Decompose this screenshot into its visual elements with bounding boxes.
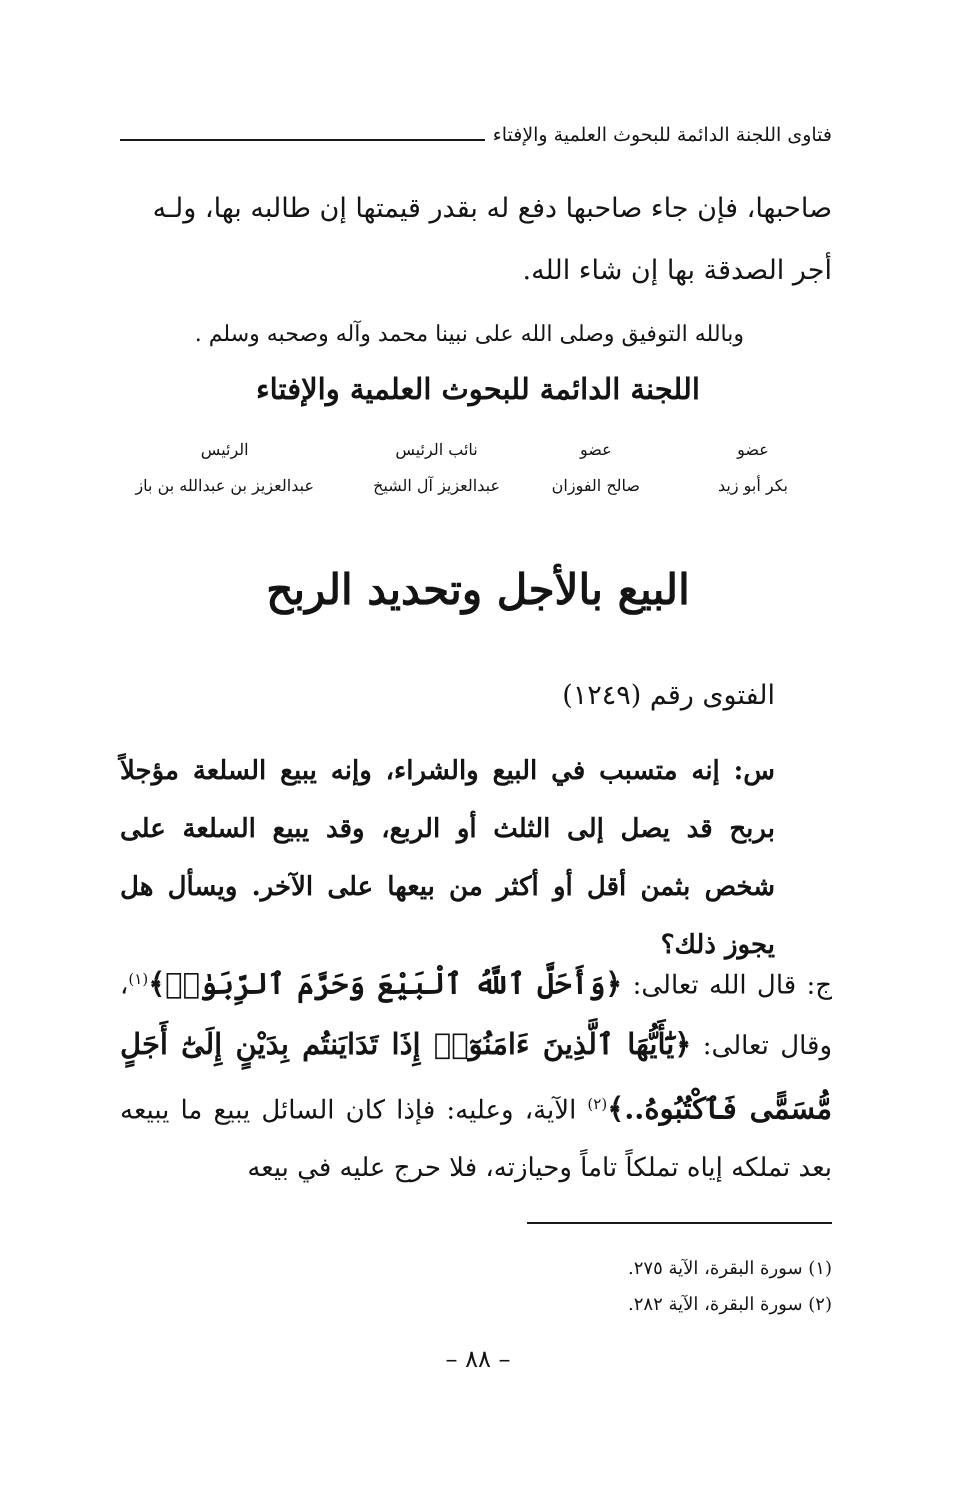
signatory-name: صالح الفوزان	[551, 476, 640, 495]
previous-fatwa-line-1: صاحبها، فإن جاء صاحبها دفع له بقدر قيمتها إن طالبه بها، ولـه	[152, 193, 832, 224]
closing-formula: وبالله التوفيق وصلى الله على نبينا محمد وآله وصحبه وسلم .	[194, 322, 744, 347]
section-title: البيع بالأجل وتحديد الربح	[266, 565, 690, 614]
footnote-rule	[527, 1222, 832, 1224]
answer-paragraph	[120, 950, 832, 1197]
question-paragraph: س: إنه متسبب في البيع والشراء، وإنه يبيع السلعة مؤجلاً بربح قد يصل إلى الثلث أو الربع، وقد يبيع السلعة على شخص بثمن أقل أو أكثر من بيعها على الآخر. ويسأل هل يجوز ذلك؟	[120, 756, 775, 960]
running-header	[120, 118, 832, 152]
signatory-4	[135, 432, 314, 504]
footnote-ref-1: (١)	[128, 970, 149, 988]
signatory-name: بكر أبو زيد	[717, 476, 788, 495]
committee-name: اللجنة الدائمة للبحوث العلمية والإفتاء	[256, 372, 700, 406]
header-rule	[120, 139, 485, 141]
fatwa-number: الفتوى رقم (١٢٤٩)	[562, 680, 775, 711]
signatory-role: عضو	[737, 440, 769, 459]
signatory-1	[718, 432, 788, 504]
running-title: فتاوى اللجنة الدائمة للبحوث العلمية والإفتاء	[492, 124, 832, 146]
footnote-1: (١) سورة البقرة، الآية ٢٧٥.	[628, 1258, 832, 1279]
signatory-name: عبدالعزيز آل الشيخ	[373, 476, 500, 495]
quran-verse-2: ﴿يَٰٓأَيُّهَا ٱلَّذِينَ ءَامَنُوٓا۟ إِذَا تَدَايَنتُم بِدَيْنٍ إِلَىٰٓ أَجَلٍ مُّسَمًّى فَٱكْتُبُوهُ..﴾	[120, 1026, 833, 1126]
answer-text-3: الآية، وعليه: فإذا كان السائل يبيع ما يبيعه بعد تملكه إياه تملكاً تاماً وحيازته، فلا حرج عليه في بيعه	[120, 1095, 832, 1184]
quran-verse-1: ﴿وَأَحَلَّ ٱللَّهُ ٱلْبَيْعَ وَحَرَّمَ ٱلرِّبَوٰا۟﴾	[148, 966, 623, 1001]
signatory-role: الرئيس	[200, 440, 249, 459]
footnote-2: (٢) سورة البقرة، الآية ٢٨٢.	[628, 1294, 832, 1315]
signatory-name: عبدالعزيز بن عبدالله بن باز	[135, 476, 314, 495]
previous-fatwa-line-2: أجر الصدقة بها إن شاء الله.	[522, 255, 832, 286]
footnote-ref-2: (٢)	[587, 1094, 608, 1113]
answer-text-2: ، وقال تعالى:	[120, 970, 833, 1061]
signatory-role: نائب الرئيس	[395, 440, 478, 459]
signatory-role: عضو	[579, 440, 612, 459]
answer-intro: ج: قال الله تعالى:	[632, 970, 833, 1001]
signatory-2	[552, 432, 640, 504]
page-number: – ٨٨ –	[445, 1345, 511, 1373]
signatory-3	[373, 432, 500, 504]
